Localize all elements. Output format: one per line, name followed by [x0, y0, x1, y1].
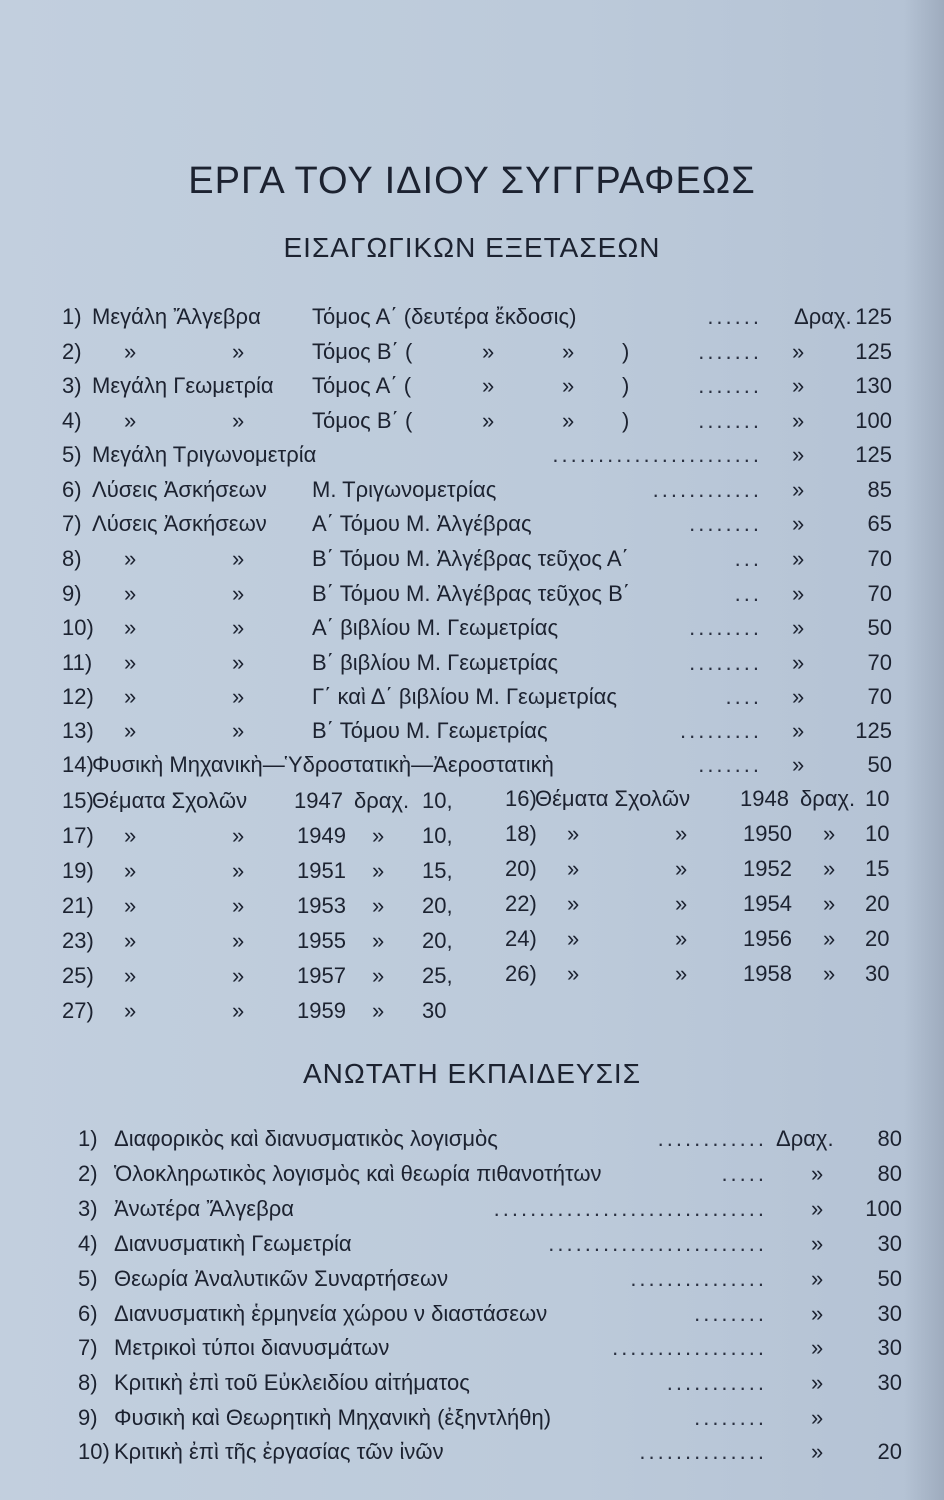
ditto-mark: »: [124, 823, 137, 848]
ditto-mark: »: [124, 998, 137, 1023]
ditto-mark: »: [482, 373, 495, 398]
leader-dots: .........: [679, 718, 762, 743]
row-number: 3): [62, 373, 82, 398]
leader-dots: ............: [657, 1126, 767, 1151]
price-value: 50: [877, 1266, 902, 1291]
ditto-mark: »: [124, 928, 137, 953]
exam-price: 10: [865, 786, 890, 811]
row-volume: Β΄ Τόμου Μ. Γεωμετρίας: [312, 718, 548, 743]
price-value: 30: [877, 1370, 902, 1395]
row-author-title: »: [124, 615, 137, 640]
exam-price: 30: [865, 961, 890, 986]
section1-row: [62, 473, 892, 507]
row-number: 4): [78, 1231, 98, 1256]
leader-dots: .......: [698, 339, 762, 364]
exam-price: 15,: [422, 858, 453, 883]
section1-heading: ΕΙΣΑΓΩΓΙΚΩΝ ΕΞΕΤΑΣΕΩΝ: [283, 232, 661, 263]
ditto-mark: »: [372, 998, 385, 1023]
currency-label: »: [811, 1301, 824, 1326]
ditto-mark: »: [567, 891, 580, 916]
book-title: Κριτικὴ ἐπὶ τοῦ Εὐκλειδίου αἰτήματος: [114, 1370, 470, 1395]
exam-number: 17): [62, 823, 94, 848]
section1-row: [62, 438, 892, 472]
row-volume: Τόμος Α΄ (: [312, 373, 412, 398]
book-title: Κριτικὴ ἐπὶ τῆς ἐργασίας τῶν ἰνῶν: [114, 1439, 444, 1464]
leader-dots: ...............: [630, 1266, 767, 1291]
row-number: 6): [78, 1301, 98, 1326]
row-author-title: »: [124, 684, 137, 709]
section2-row: [78, 1122, 902, 1156]
exam-year: 1947: [294, 788, 343, 813]
leader-dots: ........: [694, 1301, 767, 1326]
price-value: 70: [867, 650, 892, 675]
leader-dots: ...: [734, 581, 762, 606]
ditto-mark: »: [372, 858, 385, 883]
exam-number: 21): [62, 893, 94, 918]
currency-label: »: [792, 718, 805, 743]
section1-row: [62, 335, 892, 369]
exam-row: [62, 784, 462, 818]
leader-dots: ..............: [639, 1439, 767, 1464]
section2-row: [78, 1401, 902, 1435]
exam-unit: δραχ.: [354, 788, 410, 813]
currency-label: »: [792, 373, 805, 398]
currency-label: »: [792, 546, 805, 571]
row-number: 9): [78, 1405, 98, 1430]
currency-label: »: [792, 752, 805, 777]
row-number: 7): [62, 511, 82, 536]
section1-row: [62, 714, 892, 748]
leader-dots: ........................: [548, 1231, 767, 1256]
exam-price: 10: [865, 821, 890, 846]
ditto-mark: »: [232, 718, 245, 743]
currency-label: »: [792, 581, 805, 606]
section2-row: [78, 1227, 902, 1261]
currency-label: Δραχ.: [776, 1126, 834, 1151]
ditto-mark: »: [675, 891, 688, 916]
ditto-mark: »: [232, 893, 245, 918]
ditto-mark: »: [232, 546, 245, 571]
leader-dots: .......: [698, 373, 762, 398]
ditto-mark: »: [675, 821, 688, 846]
row-volume: Τόμος Β΄ (: [312, 408, 413, 433]
currency-label: »: [811, 1161, 824, 1186]
currency-label: »: [811, 1335, 824, 1360]
price-value: 130: [855, 373, 892, 398]
ditto-mark: »: [232, 615, 245, 640]
book-title: Φυσικὴ καὶ Θεωρητικὴ Μηχανικὴ (ἐξηντλήθη): [114, 1405, 552, 1430]
exam-number: 16): [505, 786, 537, 811]
row-author-title: »: [124, 650, 137, 675]
exam-price: 15: [865, 856, 890, 881]
ditto-mark: »: [567, 926, 580, 951]
exam-price: 10,: [422, 788, 453, 813]
section2-row: [78, 1192, 902, 1226]
price-value: 125: [855, 339, 892, 364]
section1-row: [62, 369, 892, 403]
exam-row: [505, 887, 893, 921]
leader-dots: .....: [721, 1161, 767, 1186]
price-value: 125: [855, 718, 892, 743]
ditto-mark: »: [482, 339, 495, 364]
section2-row: [78, 1262, 902, 1296]
book-title: Θεωρία Ἀναλυτικῶν Συναρτήσεων: [114, 1266, 449, 1291]
currency-label: »: [811, 1266, 824, 1291]
exam-year: 1955: [297, 928, 346, 953]
section2-heading: ΑΝΩΤΑΤΗ ΕΚΠΑΙΔΕΥΣΙΣ: [302, 1058, 642, 1089]
ditto-mark: »: [124, 858, 137, 883]
ditto-mark: »: [124, 963, 137, 988]
exam-row: [505, 817, 893, 851]
price-value: 30: [877, 1335, 902, 1360]
row-number: 6): [62, 477, 82, 502]
book-title: Διαφορικὸς καὶ διανυσματικὸς λογισμὸς: [114, 1126, 498, 1151]
ditto-mark: »: [372, 928, 385, 953]
exam-row: [505, 922, 893, 956]
price-value: 70: [867, 546, 892, 571]
price-value: 85: [867, 477, 892, 502]
leader-dots: .......: [698, 408, 762, 433]
exam-row: [505, 782, 893, 816]
row-number: 7): [78, 1335, 98, 1360]
exam-number: 19): [62, 858, 94, 883]
leader-dots: ............: [652, 477, 762, 502]
ditto-mark: »: [232, 928, 245, 953]
ditto-mark: »: [675, 856, 688, 881]
exam-label: Θέματα Σχολῶν: [92, 788, 248, 813]
row-number: 10): [78, 1439, 110, 1464]
ditto-mark: »: [372, 963, 385, 988]
ditto-mark: »: [124, 893, 137, 918]
currency-label: »: [792, 511, 805, 536]
exam-price: 30: [422, 998, 447, 1023]
ditto-mark: »: [232, 823, 245, 848]
exam-row: [505, 852, 893, 886]
price-value: 65: [867, 511, 892, 536]
leader-dots: ........: [694, 1405, 767, 1430]
currency-label: »: [811, 1439, 824, 1464]
row-number: 13): [62, 718, 94, 743]
book-title: Διανυσματικὴ Γεωμετρία: [114, 1231, 352, 1256]
row-number: 1): [78, 1126, 98, 1151]
book-title: Ὁλοκληρωτικὸς λογισμὸς καὶ θεωρία πιθανοτήτων: [114, 1161, 602, 1186]
row-number: 1): [62, 304, 82, 329]
row-number: 11): [62, 650, 93, 675]
book-title: Ἀνωτέρα Ἄλγεβρα: [114, 1196, 294, 1221]
price-value: 100: [855, 408, 892, 433]
currency-label: »: [811, 1405, 824, 1430]
exam-unit: δραχ.: [800, 786, 856, 811]
price-value: 30: [877, 1231, 902, 1256]
exam-number: 22): [505, 891, 537, 916]
ditto-mark: »: [562, 373, 575, 398]
row-number: 10): [62, 615, 94, 640]
ditto-mark: »: [823, 926, 836, 951]
currency-label: Δραχ.: [794, 304, 852, 329]
exam-year: 1958: [743, 961, 792, 986]
exam-year: 1951: [297, 858, 346, 883]
price-value: 30: [877, 1301, 902, 1326]
row-number: 14): [62, 752, 94, 777]
section2-row: [78, 1366, 902, 1400]
row-number: 4): [62, 408, 82, 433]
ditto-mark: »: [232, 339, 245, 364]
exam-price: 20,: [422, 928, 453, 953]
exam-year: 1950: [743, 821, 792, 846]
currency-label: »: [792, 684, 805, 709]
price-value: 20: [877, 1439, 902, 1464]
ditto-mark: »: [562, 339, 575, 364]
exam-year: 1952: [743, 856, 792, 881]
leader-dots: ........: [689, 615, 762, 640]
leader-dots: ........: [689, 650, 762, 675]
section1-row: [62, 646, 892, 680]
section2-row: [78, 1157, 902, 1191]
price-value: 125: [855, 442, 892, 467]
leader-dots: .......................: [552, 442, 762, 467]
section1-row: [62, 577, 892, 611]
exam-year: 1957: [297, 963, 346, 988]
currency-label: »: [792, 615, 805, 640]
closing-paren: ): [622, 373, 630, 398]
ditto-mark: »: [232, 684, 245, 709]
row-author-title: Λύσεις Ἀσκήσεων: [92, 477, 267, 502]
exam-number: 23): [62, 928, 94, 953]
row-number: 12): [62, 684, 94, 709]
section2-row: [78, 1297, 902, 1331]
exam-price: 25,: [422, 963, 453, 988]
ditto-mark: »: [562, 408, 575, 433]
row-volume: Β΄ Τόμου Μ. Ἀλγέβρας τεῦχος Α΄: [312, 546, 629, 571]
leader-dots: ...: [734, 546, 762, 571]
row-number: 8): [78, 1370, 98, 1395]
exam-row: [62, 994, 462, 1028]
row-number: 2): [62, 339, 82, 364]
ditto-mark: »: [675, 961, 688, 986]
section1-row: [62, 507, 892, 541]
exam-price: 20: [865, 891, 890, 916]
section1-row: [62, 748, 892, 782]
leader-dots: .................: [612, 1335, 767, 1360]
currency-label: »: [792, 477, 805, 502]
book-title: Διανυσματικὴ ἑρμηνεία χώρου ν διαστάσεων: [114, 1301, 548, 1326]
row-volume: Β΄ Τόμου Μ. Ἀλγέβρας τεῦχος Β΄: [312, 581, 631, 606]
exam-year: 1948: [740, 786, 789, 811]
ditto-mark: »: [823, 821, 836, 846]
exam-row: [62, 854, 462, 888]
row-author-title: Φυσικὴ Μηχανικὴ—Ὑδροστατικὴ—Ἀεροστατικὴ: [92, 752, 554, 777]
section1-row: [62, 680, 892, 714]
price-value: 100: [865, 1196, 902, 1221]
row-number: 5): [62, 442, 82, 467]
ditto-mark: »: [232, 963, 245, 988]
ditto-mark: »: [823, 856, 836, 881]
row-author-title: Λύσεις Ἀσκήσεων: [92, 511, 267, 536]
row-volume: Α΄ Τόμου Μ. Ἀλγέβρας: [312, 511, 532, 536]
exam-number: 20): [505, 856, 537, 881]
section2-row: [78, 1331, 902, 1365]
currency-label: »: [811, 1231, 824, 1256]
ditto-mark: »: [567, 961, 580, 986]
row-number: 2): [78, 1161, 98, 1186]
exam-price: 10,: [422, 823, 453, 848]
book-title: Μετρικοὶ τύποι διανυσμάτων: [114, 1335, 390, 1360]
ditto-mark: »: [372, 823, 385, 848]
row-number: 8): [62, 546, 82, 571]
exam-number: 26): [505, 961, 537, 986]
row-author-title: »: [124, 718, 137, 743]
row-volume: Α΄ βιβλίου Μ. Γεωμετρίας: [312, 615, 559, 640]
ditto-mark: »: [232, 998, 245, 1023]
section1-row: [62, 300, 892, 334]
ditto-mark: »: [567, 856, 580, 881]
row-author-title: Μεγάλη Ἄλγεβρα: [92, 304, 261, 329]
exam-row: [62, 959, 462, 993]
ditto-mark: »: [232, 581, 245, 606]
currency-label: »: [792, 442, 805, 467]
row-volume: Τόμος Α΄ (δευτέρα ἔκδοσις): [312, 304, 577, 329]
row-volume: Τόμος Β΄ (: [312, 339, 413, 364]
currency-label: »: [811, 1370, 824, 1395]
ditto-mark: »: [372, 893, 385, 918]
leader-dots: ....: [725, 684, 762, 709]
row-number: 5): [78, 1266, 98, 1291]
exam-row: [62, 889, 462, 923]
section1-row: [62, 611, 892, 645]
ditto-mark: »: [232, 650, 245, 675]
leader-dots: ..............................: [493, 1196, 767, 1221]
row-volume: Μ. Τριγωνομετρίας: [312, 477, 497, 502]
row-number: 9): [62, 581, 82, 606]
exam-label: Θέματα Σχολῶν: [535, 786, 691, 811]
row-author-title: »: [124, 408, 137, 433]
exam-year: 1954: [743, 891, 792, 916]
ditto-mark: »: [482, 408, 495, 433]
leader-dots: .......: [698, 752, 762, 777]
leader-dots: ......: [707, 304, 762, 329]
exam-number: 25): [62, 963, 94, 988]
price-value: 70: [867, 684, 892, 709]
exam-price: 20: [865, 926, 890, 951]
price-value: 125: [855, 304, 892, 329]
section2-row: [78, 1435, 902, 1469]
row-author-title: »: [124, 546, 137, 571]
ditto-mark: »: [823, 961, 836, 986]
leader-dots: ...........: [666, 1370, 767, 1395]
currency-label: »: [792, 339, 805, 364]
exam-price: 20,: [422, 893, 453, 918]
exam-row: [505, 957, 893, 991]
exam-number: 24): [505, 926, 537, 951]
section1-row: [62, 542, 892, 576]
page-title: ΕΡΓΑ ΤΟΥ ΙΔΙΟΥ ΣΥΓΓΡΑΦΕΩΣ: [188, 160, 756, 202]
page-spine-shadow: [904, 0, 944, 1500]
exam-number: 15): [62, 788, 94, 813]
row-volume: Β΄ βιβλίου Μ. Γεωμετρίας: [312, 650, 559, 675]
exam-year: 1953: [297, 893, 346, 918]
row-author-title: Μεγάλη Τριγωνομετρία: [92, 442, 317, 467]
exam-year: 1956: [743, 926, 792, 951]
row-author-title: Μεγάλη Γεωμετρία: [92, 373, 274, 398]
exam-number: 27): [62, 998, 94, 1023]
closing-paren: ): [622, 408, 630, 433]
ditto-mark: »: [823, 891, 836, 916]
exam-row: [62, 924, 462, 958]
currency-label: »: [792, 408, 805, 433]
closing-paren: ): [622, 339, 630, 364]
ditto-mark: »: [567, 821, 580, 846]
price-value: 80: [877, 1126, 902, 1151]
ditto-mark: »: [232, 858, 245, 883]
price-value: 50: [867, 615, 892, 640]
ditto-mark: »: [675, 926, 688, 951]
exam-year: 1949: [297, 823, 346, 848]
price-value: 80: [877, 1161, 902, 1186]
price-value: 70: [867, 581, 892, 606]
row-author-title: »: [124, 581, 137, 606]
section1-row: [62, 404, 892, 438]
exam-number: 18): [505, 821, 537, 846]
row-number: 3): [78, 1196, 98, 1221]
row-volume: Γ΄ καὶ Δ΄ βιβλίου Μ. Γεωμετρίας: [312, 684, 617, 709]
currency-label: »: [792, 650, 805, 675]
price-value: 50: [867, 752, 892, 777]
row-author-title: »: [124, 339, 137, 364]
leader-dots: ........: [689, 511, 762, 536]
currency-label: »: [811, 1196, 824, 1221]
ditto-mark: »: [232, 408, 245, 433]
exam-year: 1959: [297, 998, 346, 1023]
exam-row: [62, 819, 462, 853]
